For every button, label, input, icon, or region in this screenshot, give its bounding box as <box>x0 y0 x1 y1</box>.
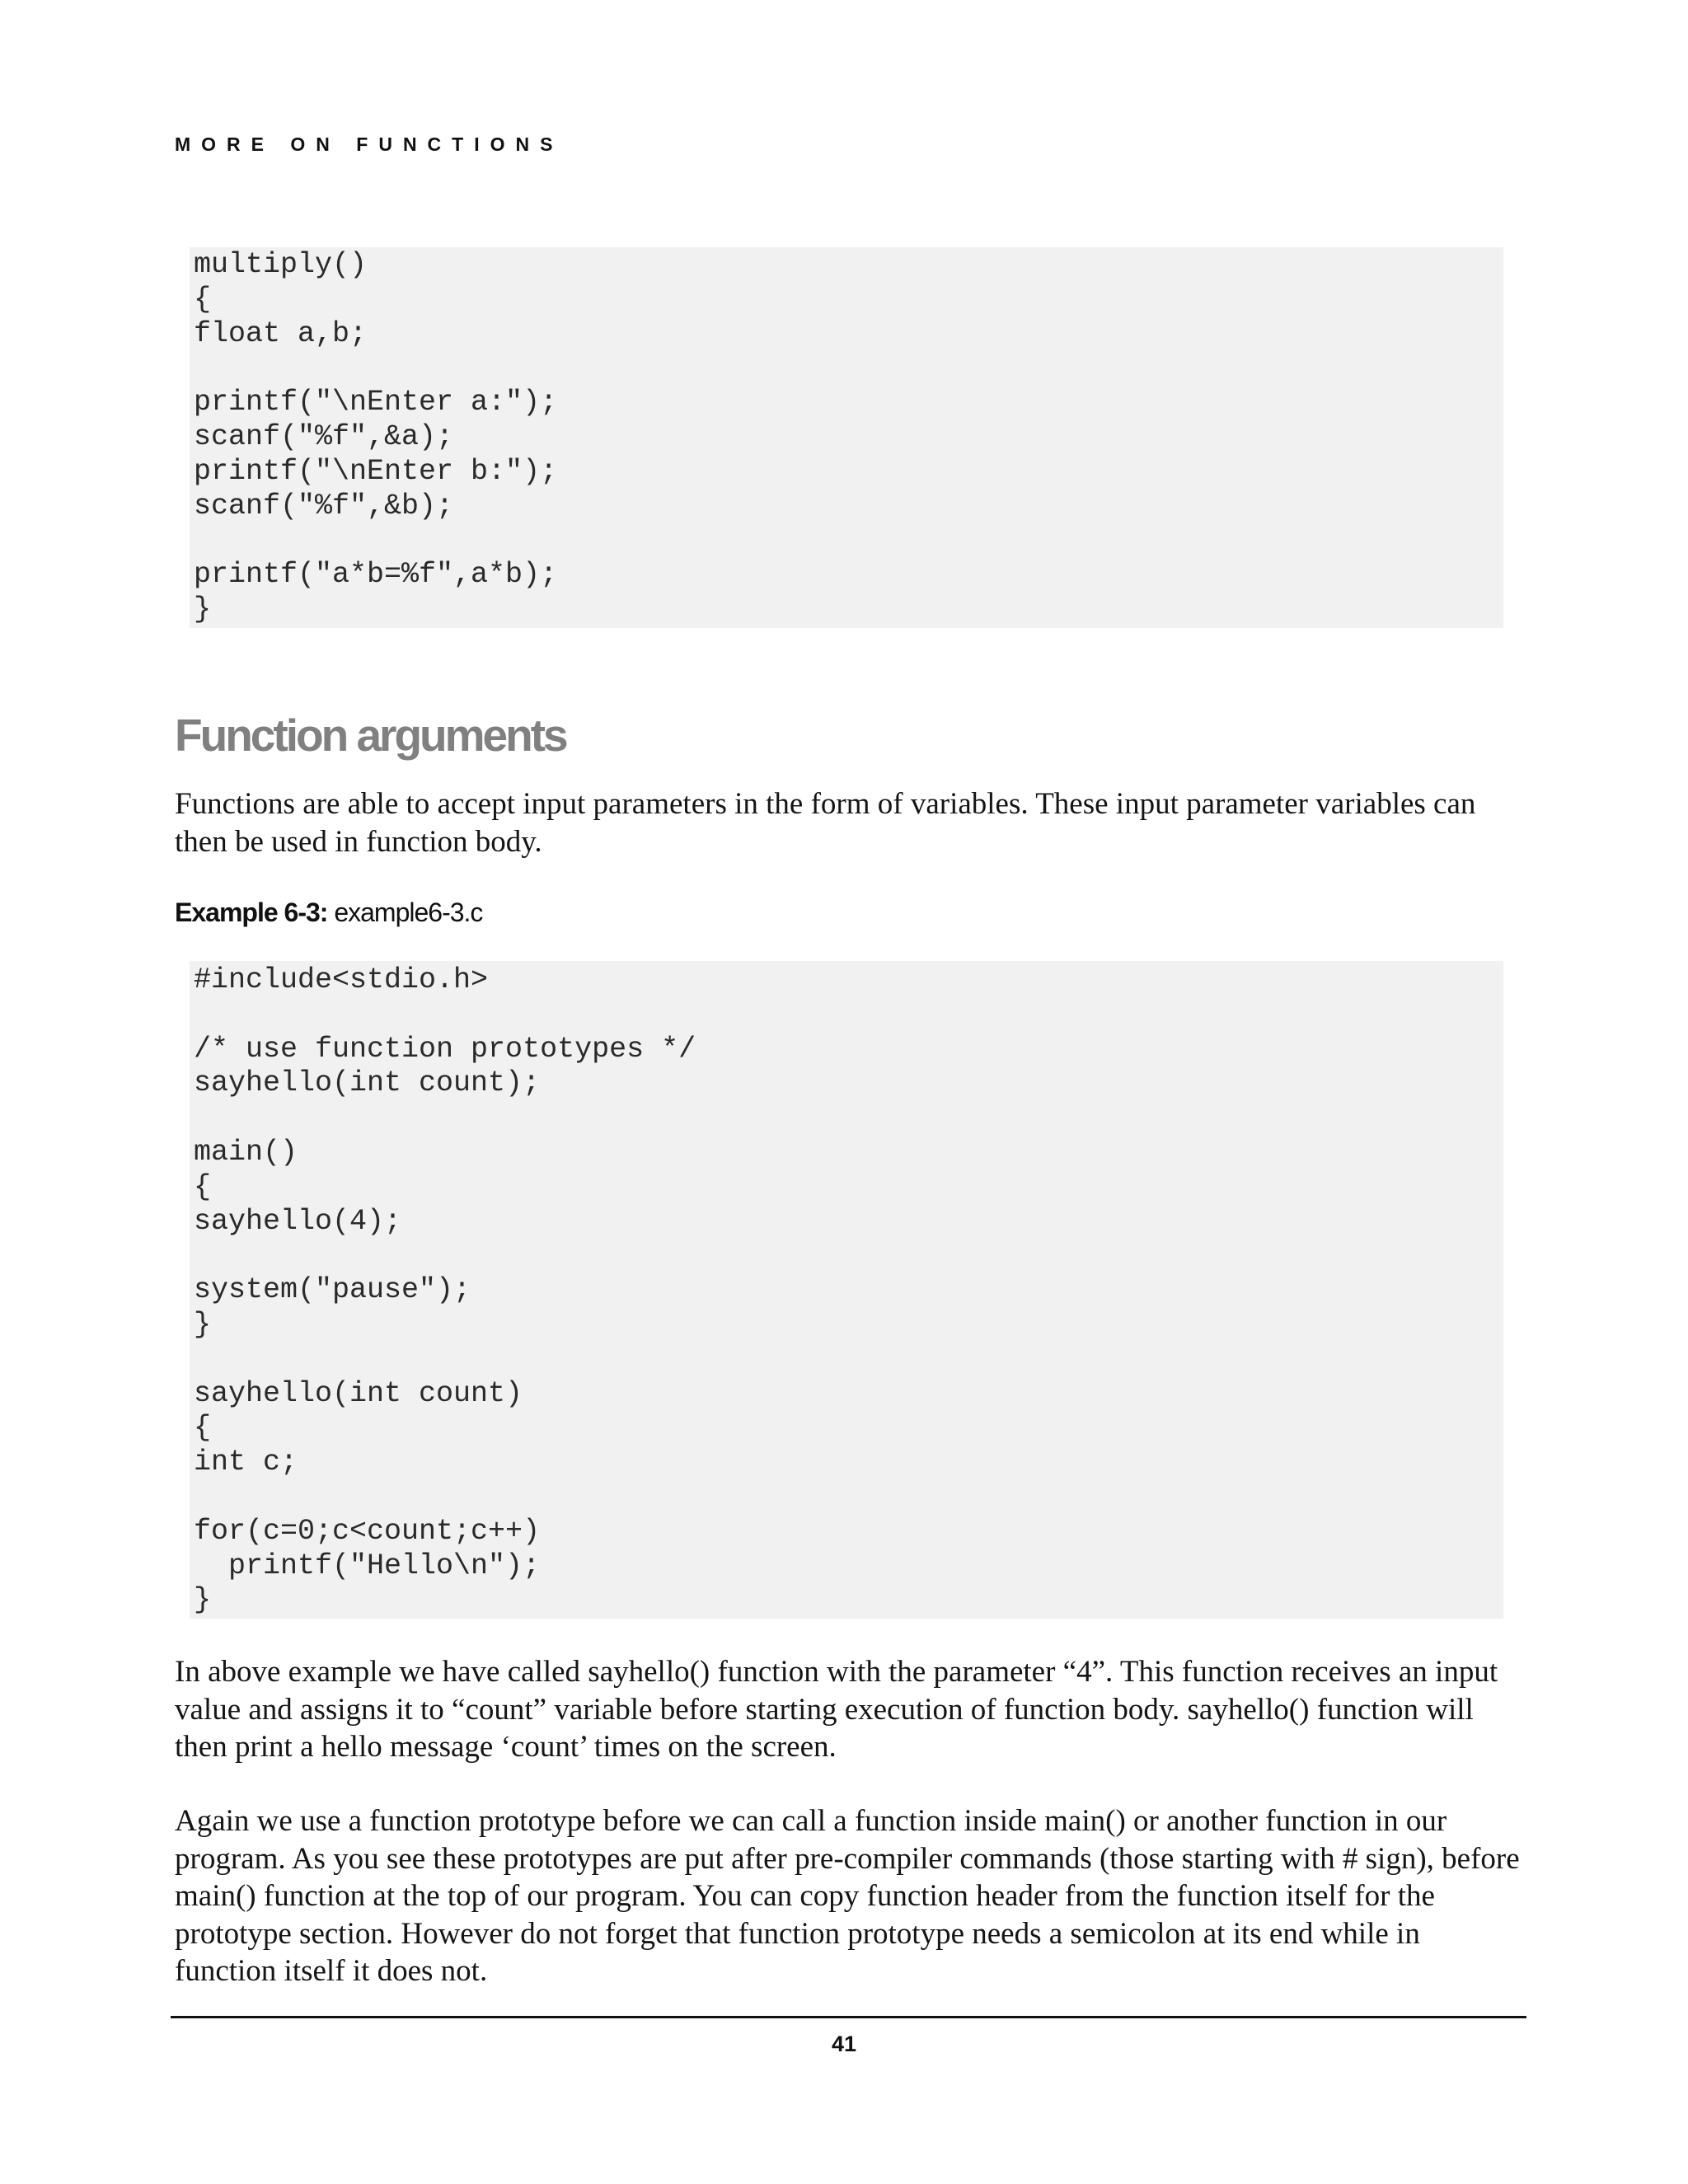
footer-rule <box>171 2016 1526 2018</box>
explanation-paragraph: In above example we have called sayhello() function with the parameter “4”. This function receives an input value and assigns it to “count” variable before starting execution of function body. sayhello() function will then print a hello message ‘count’ times on the screen. <box>175 1655 1498 1764</box>
page-number: 41 <box>831 2032 857 2056</box>
prototype-paragraph: Again we use a function prototype before we can call a function inside main() or another function in our program. As you see these prototypes are put after pre-compiler commands (those starting with # sign), before main() function at the top of our program. You can copy function header from the function itself for the prototype section. However do not forget that function prototype needs a semicolon at its end while in function itself it does not. <box>175 1804 1520 1988</box>
running-head: MORE ON FUNCTIONS <box>175 134 564 155</box>
code-block-multiply: multiply() { float a,b; printf("\nEnter a:"); scanf("%f",&a); printf("\nEnter b:"); scanf("%f",&b); printf("a*b=%f",a*b); } <box>190 247 1503 628</box>
code-block-example: #include<stdio.h> /* use function prototypes */ sayhello(int count); main() { sayhello(4); system("pause"); } sayhello(int count) { int c; for(c=0;c<count;c++) printf("Hello\n"); } <box>190 961 1503 1619</box>
intro-paragraph: Functions are able to accept input parameters in the form of variables. These input parameter variables can then be used in function body. <box>175 787 1476 859</box>
section-heading: Function arguments <box>175 710 566 761</box>
example-caption-label: Example 6-3: <box>175 898 328 927</box>
example-caption-filename: example6-3.c <box>334 898 483 927</box>
example-caption <box>175 898 482 928</box>
